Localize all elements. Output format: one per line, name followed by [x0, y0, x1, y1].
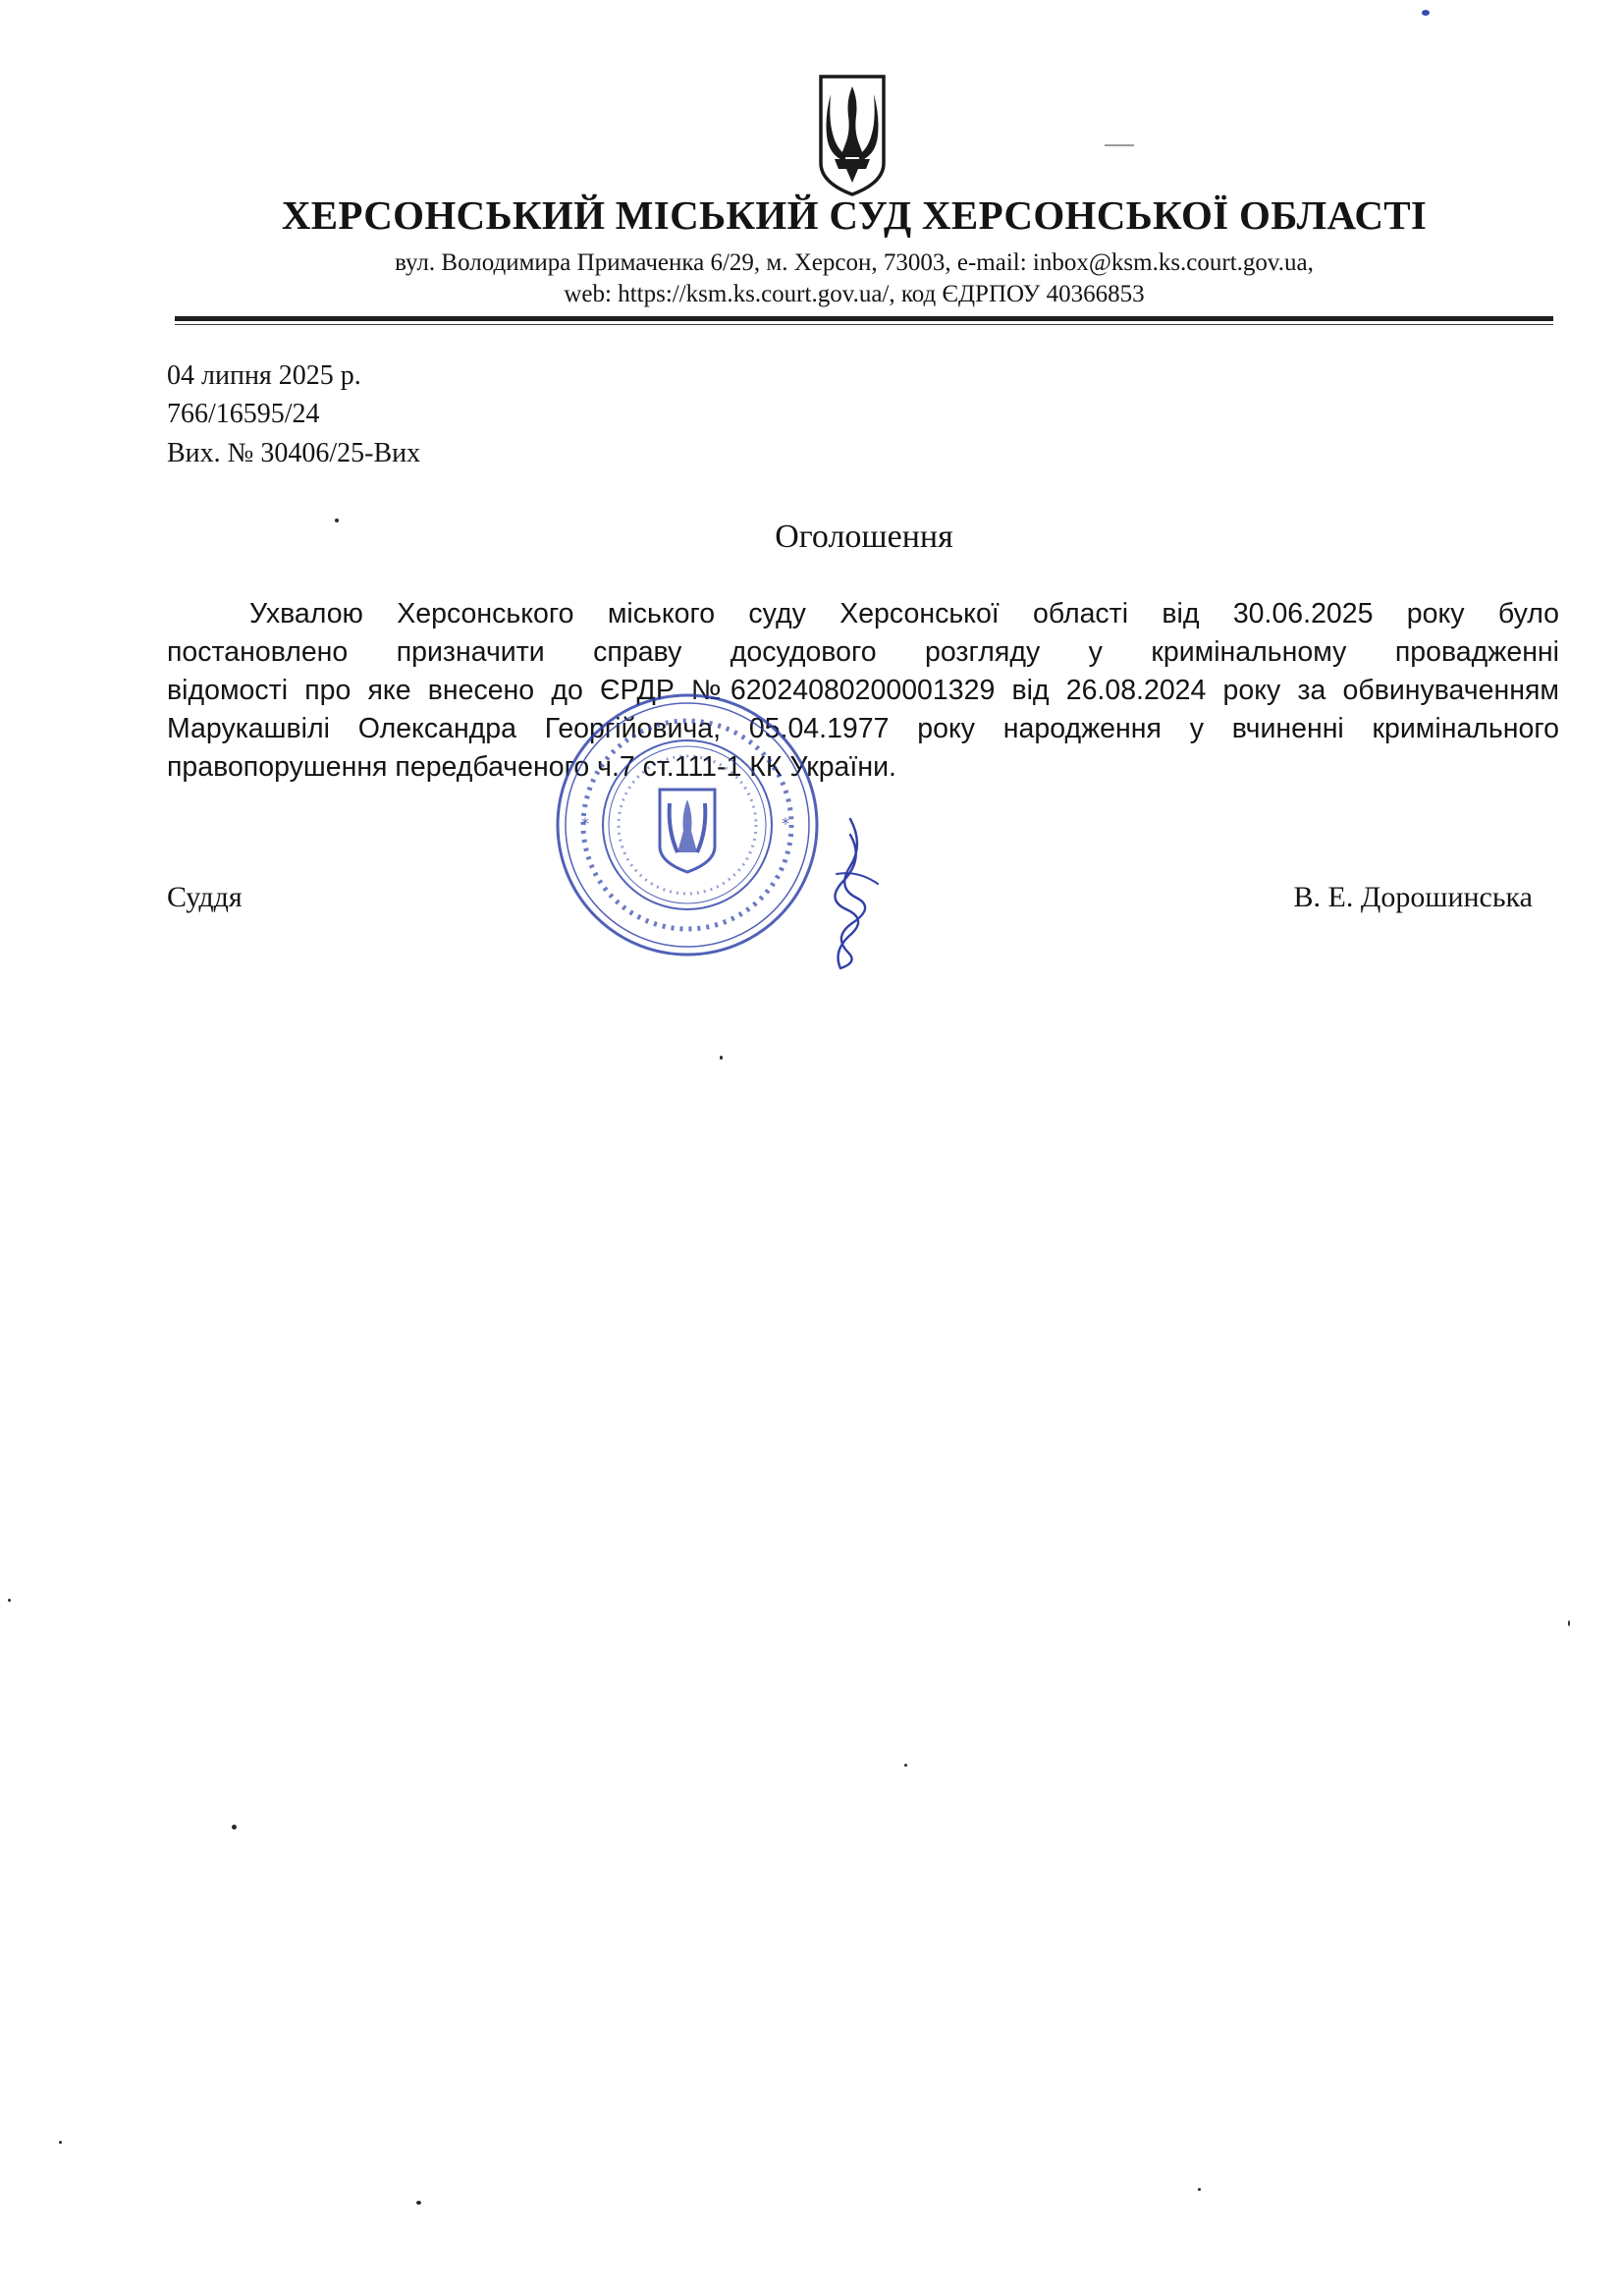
scan-speck — [335, 519, 339, 522]
scan-speck — [720, 1056, 723, 1060]
court-name: ХЕРСОНСЬКИЙ МІСЬКИЙ СУД ХЕРСОНСЬКОЇ ОБЛАСТІ — [281, 192, 1428, 238]
judge-role: Суддя — [167, 881, 243, 913]
scan-speck — [1198, 2188, 1201, 2191]
announcement-body — [167, 595, 1559, 787]
body-line: Марукашвілі Олександра Георгійовича, 05.04.1977 року народження у вчиненні кримінального — [167, 713, 1559, 744]
scan-speck — [1568, 1620, 1570, 1626]
svg-text:*: * — [581, 814, 589, 833]
scan-speck — [904, 1764, 907, 1767]
header-divider-thin — [175, 324, 1553, 325]
outgoing-number: Вих. № 30406/25-Вих — [167, 438, 421, 468]
svg-text:*: * — [782, 814, 789, 833]
scan-speck — [232, 1825, 237, 1830]
court-address: вул. Володимира Примаченка 6/29, м. Херсон, 73003, e-mail: inbox@ksm.ks.court.gov.ua, — [395, 249, 1314, 276]
court-seal-icon — [550, 687, 825, 962]
court-web-and-code: web: https://ksm.ks.court.gov.ua/, код ЄДРПОУ 40366853 — [564, 281, 1145, 307]
scan-speck — [416, 2201, 421, 2205]
announcement-title: Оголошення — [775, 519, 953, 555]
body-line: постановлено призначити справу досудового розгляду у кримінальному провадженні — [167, 636, 1559, 668]
scan-speck — [59, 2141, 62, 2144]
document-date: 04 липня 2025 р. — [167, 360, 361, 391]
case-number: 766/16595/24 — [167, 399, 320, 429]
scan-speck — [1105, 144, 1134, 146]
header-divider — [175, 316, 1553, 321]
trident-icon — [817, 73, 888, 198]
body-line: відомості про яке внесено до ЄРДР №62024080200001329 від 26.08.2024 року за обвинуваченням — [167, 675, 1559, 706]
handwritten-signature-icon — [793, 815, 901, 972]
judge-name: В. Е. Дорошинська — [1293, 881, 1533, 913]
scan-speck — [8, 1599, 11, 1602]
body-line: Ухвалою Херсонського міського суду Херсонської області від 30.06.2025 року було — [249, 598, 1559, 629]
body-line: правопорушення передбаченого ч.7 ст.111-1 КК України. — [167, 751, 896, 783]
scan-speck — [1422, 10, 1430, 16]
